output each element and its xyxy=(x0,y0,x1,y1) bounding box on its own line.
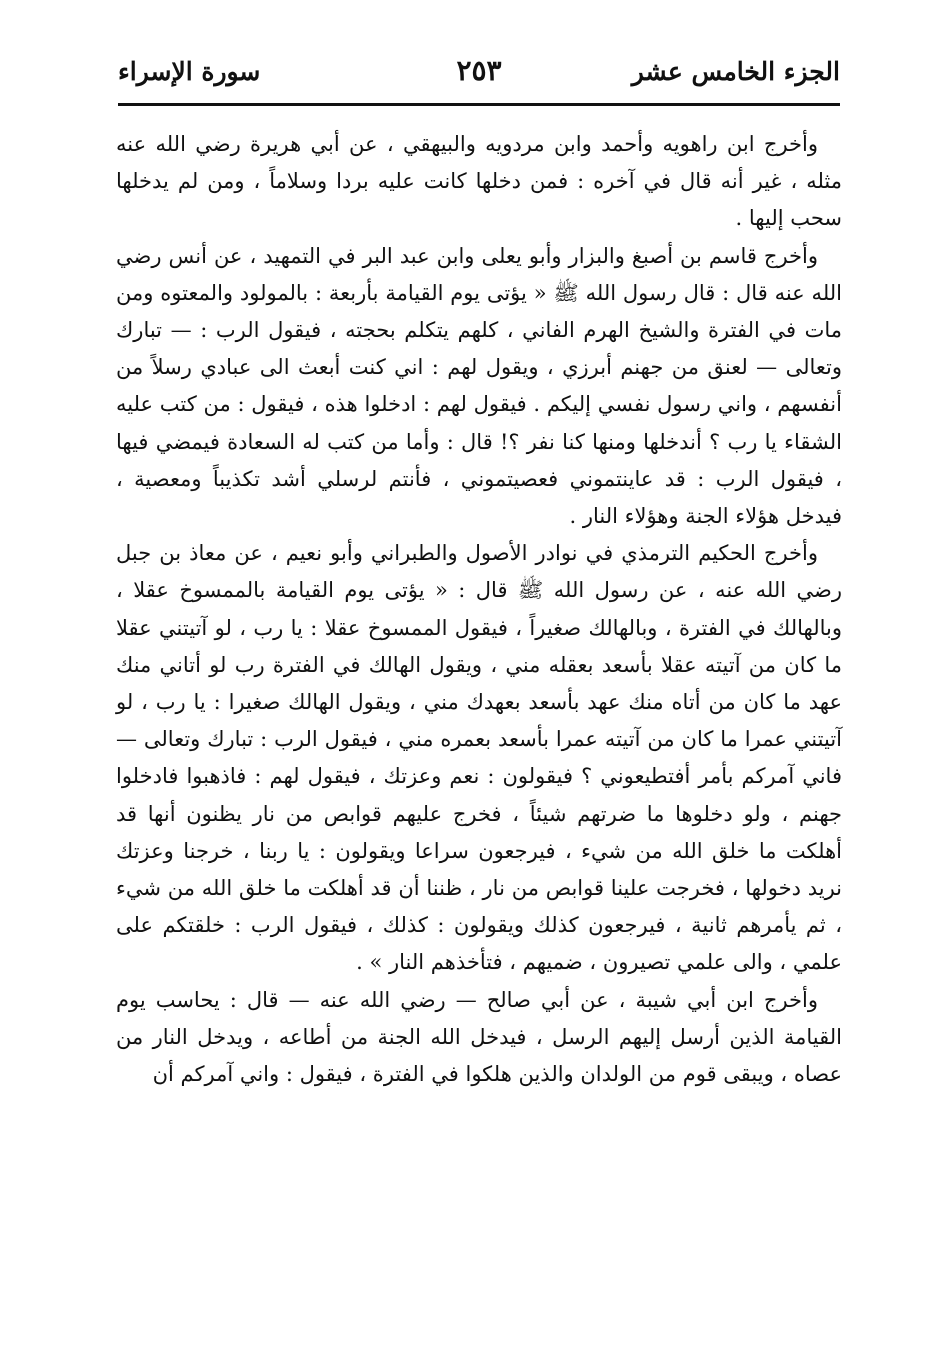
header-divider xyxy=(118,103,840,106)
surah-title: سورة الإسراء xyxy=(118,57,261,86)
paragraph: وأخرج ابن راهويه وأحمد وابن مردويه والبيهقي ، عن أبي هريرة رضي الله عنه مثله ، غير أنه قال في آخره : فمن دخلها كانت عليه بردا وسلاماً ، ومن لم يدخلها سحب إليها . xyxy=(116,132,842,231)
body-text xyxy=(116,126,842,1093)
paragraph: وأخرج ابن أبي شيبة ، عن أبي صالح — رضي الله عنه — قال : يحاسب يوم القيامة الذين أرسل إليهم الرسل ، فيدخل الله الجنة من أطاعه ، ويدخل النار من عصاه ، ويبقى قوم من الولدان والذين هلكوا في الفترة ، فيقول : واني آمركم أن xyxy=(116,987,842,1087)
paragraph: وأخرج قاسم بن أصبغ والبزار وأبو يعلى وابن عبد البر في التمهيد ، عن أنس رضي الله عنه قال : قال رسول الله ﷺ « يؤتى يوم القيامة بأربعة : بالمولود والمعتوه ومن مات في الفترة والشيخ الهرم الفاني ، كلهم يتكلم بحجته ، فيقول الرب : — تبارك وتعالى — لعنق من جهنم أبرزي ، ويقول لهم : اني كنت أبعث الى عبادي رسلاً من أنفسهم ، واني رسول نفسي إليكم . فيقول لهم : ادخلوا هذه ، فيقول : من كتب عليه الشقاء يا رب ؟ أندخلها ومنها كنا نفر ؟! قال : وأما من كتب له السعادة فيمضي فيها ، فيقول الرب : قد عاينتموني فعصيتموني ، فأنتم لرسلي أشد تكذيباً ومعصية ، فيدخل هؤلاء الجنة وهؤلاء النار . xyxy=(116,243,842,529)
page-header xyxy=(118,56,840,96)
page-number: ٢٥٣ xyxy=(456,54,502,87)
part-title: الجزء الخامس عشر xyxy=(631,57,840,86)
paragraph: وأخرج الحكيم الترمذي في نوادر الأصول والطبراني وأبو نعيم ، عن معاذ بن جبل رضي الله عنه ، عن رسول الله ﷺ قال : « يؤتى يوم القيامة بالممسوخ عقلا ، وبالهالك في الفترة ، وبالهالك صغيراً ، فيقول الممسوخ عقلا : يا رب ، لو آتيتني عقلا ما كان من آتيته عقلا بأسعد بعقله مني ، ويقول الهالك في الفترة رب لو أتاني منك عهد ما كان من أتاه منك عهد بأسعد بعهدك مني ، ويقول الهالك صغيرا : يا رب ، لو آتيتني عمرا ما كان من آتيته عمرا بأسعد بعمره مني ، فيقول الرب : تبارك وتعالى — فاني آمركم بأمر أفتطيعوني ؟ فيقولون : نعم وعزتك ، فيقول لهم : فاذهبوا فادخلوا جهنم ، ولو دخلوها ما ضرتهم شيئاً ، فخرج عليهم قوابص من نار يظنون أنها قد أهلكت ما خلق الله من شيء ، فيرجعون سراعا ويقولون : يا ربنا ، خرجنا وعزتك نريد دخولها ، فخرجت علينا قوابص من نار ، ظننا أن قد أهلكت ما خلق الله من شيء ، ثم يأمرهم ثانية ، فيرجعون كذلك ويقولون : كذلك ، فيقول الرب : خلقتكم على علمي ، والى علمي تصيرون ، ضميهم ، فتأخذهم النار » . xyxy=(116,541,843,975)
